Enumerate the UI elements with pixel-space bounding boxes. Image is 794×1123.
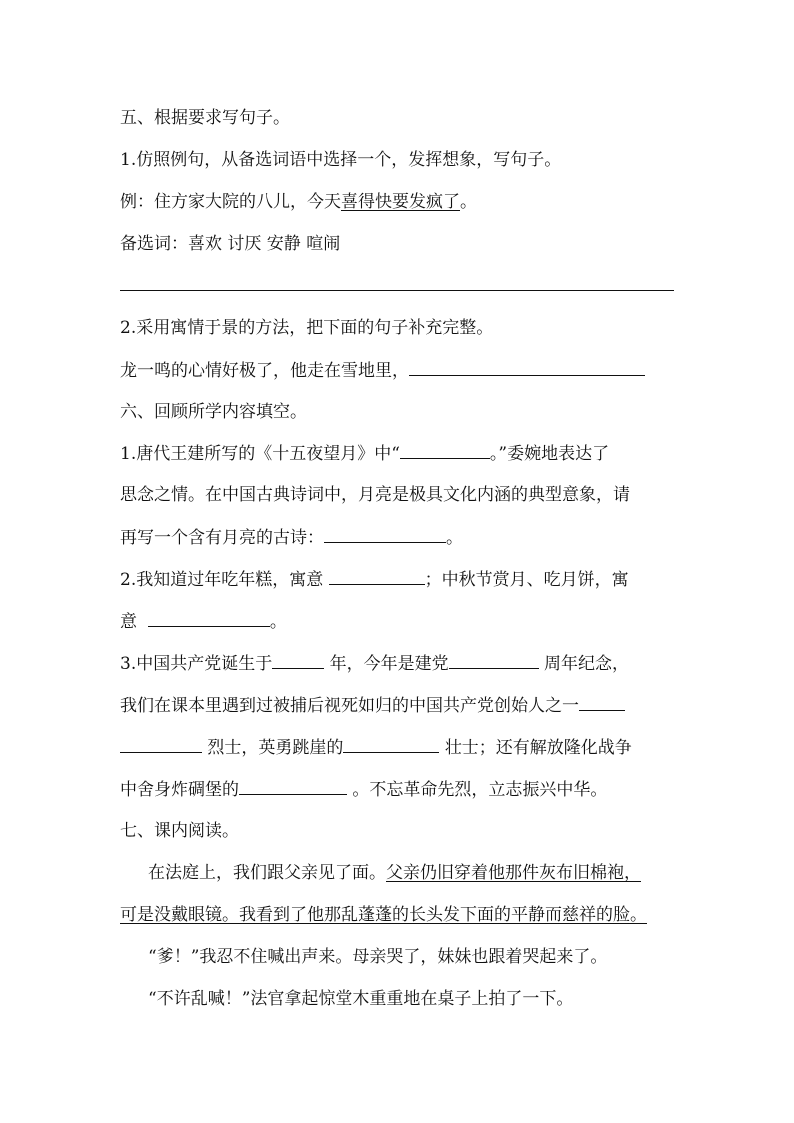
- s6-q3-year-blank[interactable]: [272, 652, 324, 669]
- s7-paragraph-3: “不许乱喊！”法官拿起惊堂木重重地在桌子上拍了一下。: [148, 989, 574, 1009]
- section-6-heading: 六、回顾所学内容填空。: [120, 402, 307, 422]
- s6-q1-line3: [120, 526, 680, 549]
- s6-q3-founder-blank-b[interactable]: [120, 736, 202, 753]
- s6-q1-line1: [120, 442, 680, 465]
- section-7-heading: 七、课内阅读。: [120, 821, 239, 841]
- s6-q3-line3: [120, 736, 680, 759]
- s6-q1-text-c: 再写一个含有月亮的古诗：: [120, 528, 324, 548]
- s6-q3-line1: [120, 652, 680, 675]
- s6-q3-bunker-blank[interactable]: [239, 778, 347, 795]
- s6-q3-text-e: 烈士，英勇跳崖的: [207, 738, 344, 758]
- s5-q1-answer-line[interactable]: [120, 290, 674, 291]
- s6-q1-text-b: 。”委婉地表达了: [489, 444, 610, 464]
- s5-q2-prompt: 2.采用寓情于景的方法，把下面的句子补充完整。: [120, 318, 494, 338]
- s5-example-sentence: [120, 191, 680, 213]
- s6-q1-moon-poem-blank[interactable]: [324, 526, 446, 543]
- s6-q2-text-b: ；中秋节赏月、吃月饼，寓: [424, 570, 629, 590]
- s6-q1-poem-blank[interactable]: [400, 442, 490, 459]
- s6-q3-anniversary-blank[interactable]: [449, 652, 539, 669]
- s6-q3-text-a: 3.中国共产党诞生于: [120, 654, 273, 674]
- s6-q3-text-c: 周年纪念，: [544, 654, 630, 674]
- s6-q3-founder-blank-a[interactable]: [579, 694, 625, 711]
- s6-q2-text-a: 2.我知道过年吃年糕，寓意: [120, 570, 324, 590]
- s6-q1-text-a: 1.唐代王建所写的《十五夜望月》中“: [120, 444, 400, 464]
- s6-q3-text-g: 中舍身炸碉堡的: [120, 780, 239, 800]
- s7-p1-line2-underlined: 可是没戴眼镜。我看到了他那乱蓬蓬的长头发下面的平静而慈祥的脸。: [120, 905, 647, 925]
- s6-q1-text-d: 。: [446, 528, 463, 548]
- example-prefix: 例：住方家大院的八儿，今天: [120, 192, 341, 212]
- s6-q2-niangao-blank[interactable]: [329, 568, 425, 585]
- s6-q3-text-d: 我们在课本里遇到过被捕后视死如归的中国共产党创始人之一: [120, 696, 579, 716]
- s7-paragraph-1-line1: [148, 862, 708, 884]
- s6-q2-text-c: 意: [120, 612, 137, 632]
- s5-q1-prompt: 1.仿照例句，从备选词语中选择一个，发挥想象，写句子。: [120, 150, 562, 170]
- s6-q2-line2: [120, 610, 680, 633]
- s7-paragraph-1-line2: [120, 904, 680, 926]
- s5-q2-sentence: [120, 359, 680, 382]
- s6-q3-text-b: 年，今年是建党: [329, 654, 449, 674]
- s6-q2-mooncake-blank[interactable]: [148, 610, 270, 627]
- s6-q3-text-h: 。不忘革命先烈，立志振兴中华。: [352, 780, 608, 800]
- s7-p1-underlined: 父亲仍旧穿着他那件灰布旧棉袍，: [386, 863, 641, 883]
- s6-q3-text-f: 壮士；还有解放隆化战争: [444, 738, 632, 758]
- s6-q2-line1: [120, 568, 680, 591]
- s7-paragraph-2: “爹！”我忍不住喊出声来。母亲哭了，妹妹也跟着哭起来了。: [148, 947, 608, 967]
- q2-answer-blank[interactable]: [409, 359, 645, 376]
- s7-p1-plain: 在法庭上，我们跟父亲见了面。: [148, 863, 386, 883]
- s6-q3-cliff-blank[interactable]: [343, 736, 439, 753]
- s6-q2-text-d: 。: [269, 612, 287, 632]
- example-underlined: 喜得快要发疯了: [341, 192, 460, 212]
- s5-word-choices: 备选词：喜欢 讨厌 安静 喧闹: [120, 234, 341, 254]
- s6-q1-line2: 思念之情。在中国古典诗词中，月亮是极具文化内涵的典型意象，请: [120, 485, 630, 505]
- example-suffix: 。: [460, 192, 477, 212]
- section-5-heading: 五、根据要求写句子。: [120, 108, 290, 128]
- s6-q3-line2: [120, 694, 680, 717]
- s6-q3-line4: [120, 778, 680, 801]
- q2-sentence-text: 龙一鸣的心情好极了，他走在雪地里，: [120, 361, 409, 381]
